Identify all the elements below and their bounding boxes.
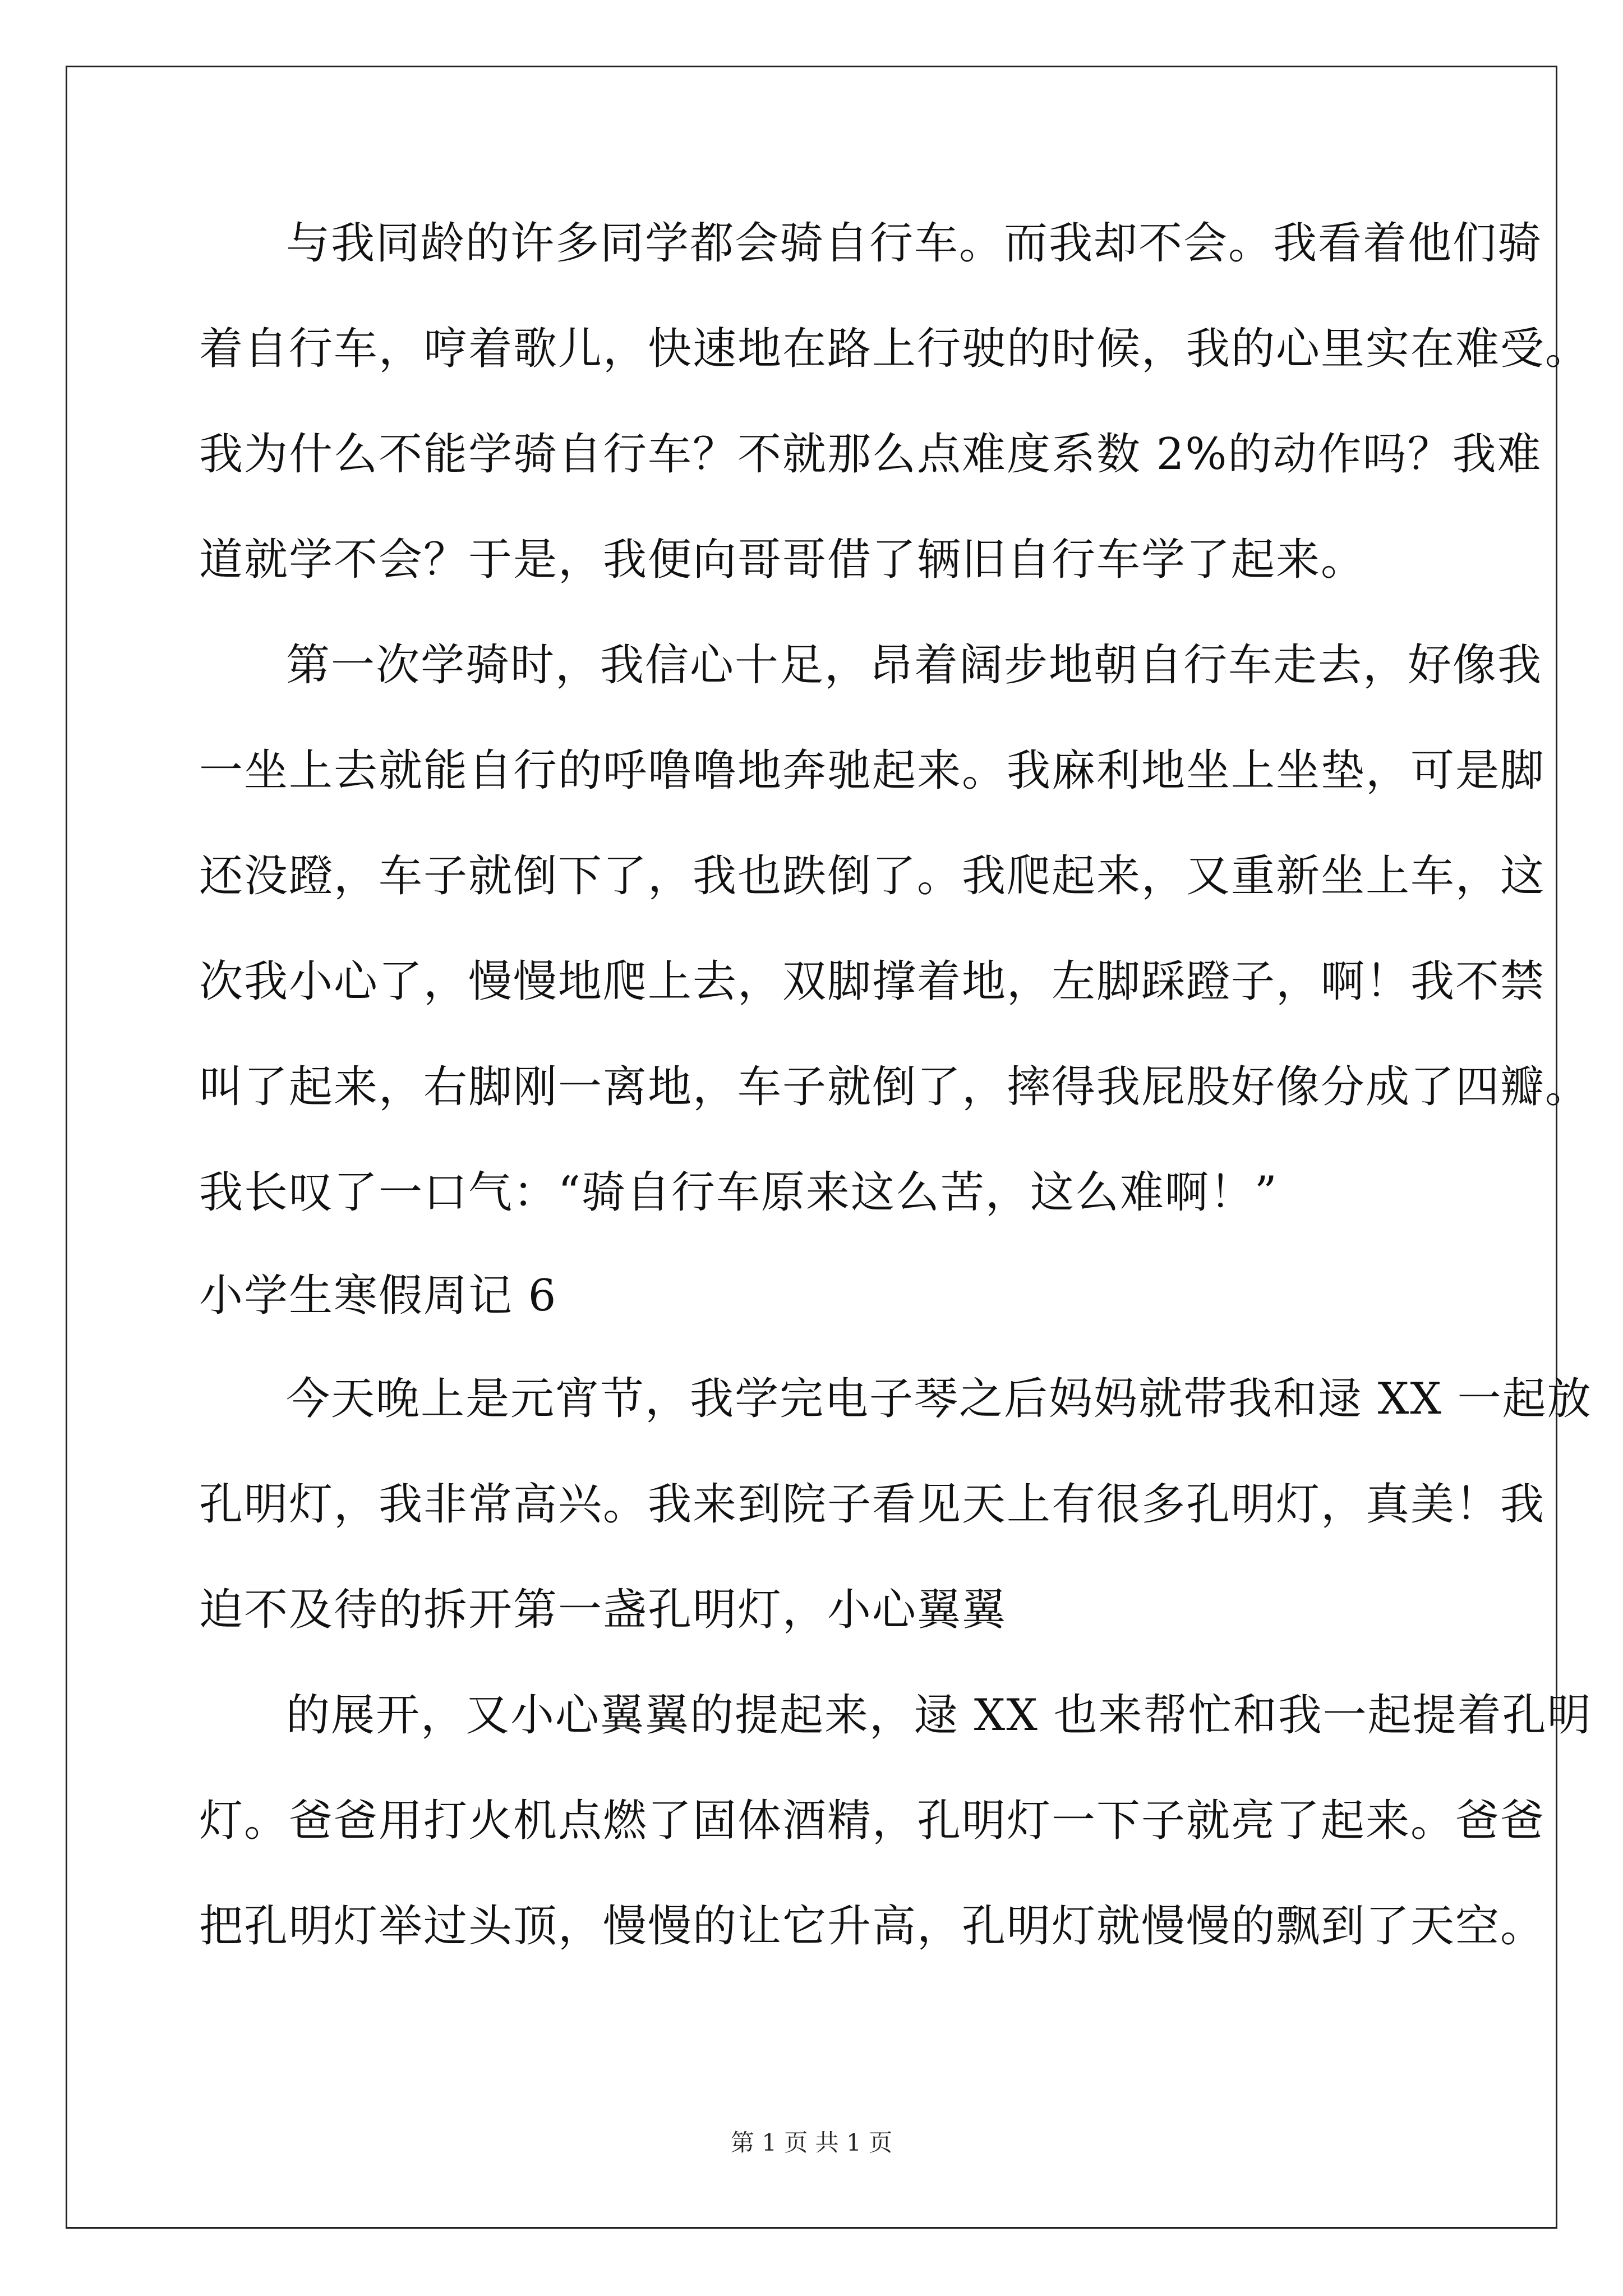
paragraph-line: 次我小心了，慢慢地爬上去，双脚撑着地，左脚踩蹬子，啊！我不禁	[199, 956, 1546, 1007]
paragraph-line: 灯。爸爸用打火机点燃了固体酒精，孔明灯一下子就亮了起来。爸爸	[199, 1796, 1546, 1846]
paragraph-line: 与我同龄的许多同学都会骑自行车。而我却不会。我看着他们骑	[286, 218, 1543, 269]
paragraph-line: 把孔明灯举过头顶，慢慢的让它升高，孔明灯就慢慢的飘到了天空。	[199, 1901, 1546, 1952]
paragraph-line: 孔明灯，我非常高兴。我来到院子看见天上有很多孔明灯，真美！我	[199, 1479, 1546, 1530]
paragraph-line: 我长叹了一口气：“骑自行车原来这么苦，这么难啊！”	[199, 1167, 1278, 1218]
paragraph-line: 我为什么不能学骑自行车？不就那么点难度系数 2%的动作吗？我难	[199, 429, 1542, 480]
paragraph-line: 第一次学骑时，我信心十足，昂着阔步地朝自行车走去，好像我	[286, 640, 1543, 691]
section-heading: 小学生寒假周记 6	[199, 1271, 557, 1321]
paragraph-line: 还没蹬，车子就倒下了，我也跌倒了。我爬起来，又重新坐上车，这	[199, 851, 1546, 901]
paragraph-line: 今天晚上是元宵节，我学完电子琴之后妈妈就带我和逯 XX 一起放	[286, 1374, 1592, 1424]
paragraph-line: 着自行车，哼着歌儿，快速地在路上行驶的时候，我的心里实在难受。	[199, 324, 1590, 374]
paragraph-line: 道就学不会？于是，我便向哥哥借了辆旧自行车学了起来。	[199, 535, 1366, 585]
paragraph-line: 的展开，又小心翼翼的提起来，逯 XX 也来帮忙和我一起提着孔明	[286, 1690, 1592, 1741]
paragraph-line: 一坐上去就能自行的呼噜噜地奔驰起来。我麻利地坐上坐垫，可是脚	[199, 746, 1546, 796]
paragraph-line: 迫不及待的拆开第一盏孔明灯，小心翼翼	[199, 1585, 1007, 1635]
document-body	[199, 191, 1592, 1979]
page-footer: 第 1 页 共 1 页	[730, 2129, 893, 2156]
paragraph-line: 叫了起来，右脚刚一离地，车子就倒了，摔得我屁股好像分成了四瓣。	[199, 1062, 1590, 1112]
